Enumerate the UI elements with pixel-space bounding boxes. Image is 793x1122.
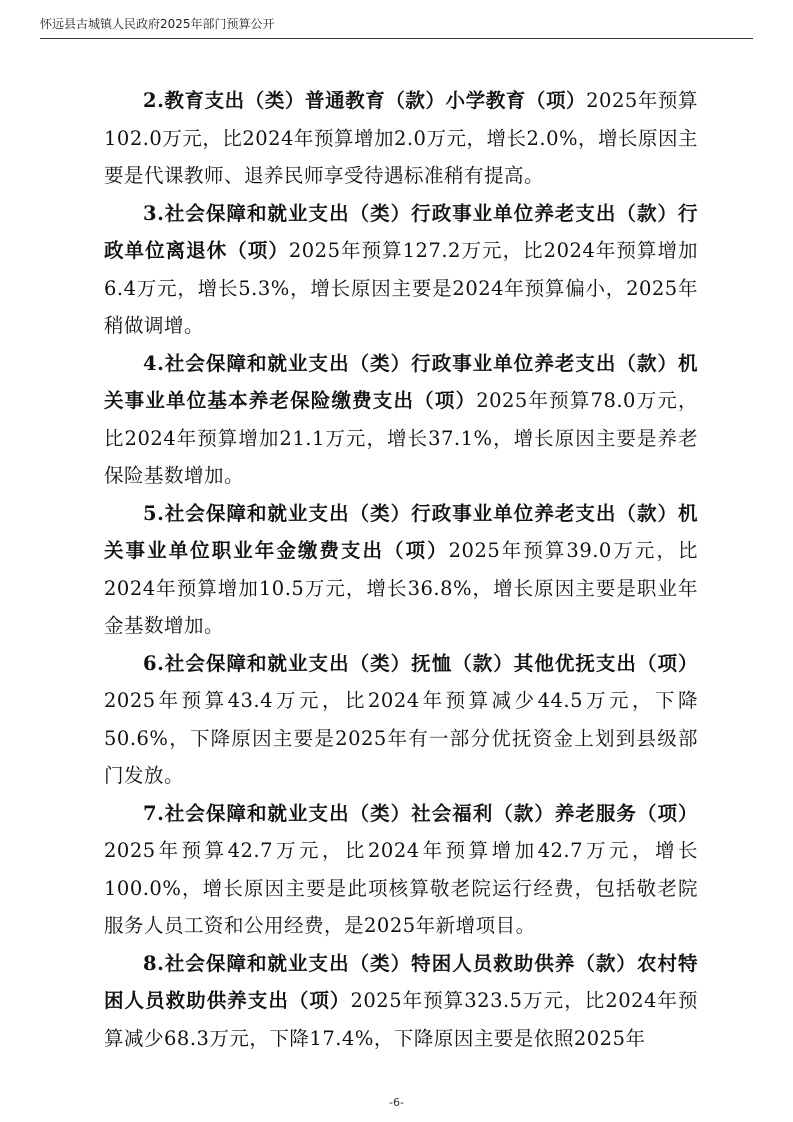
paragraph-text: 2025年预算127.2万元，比2024年预算增加6.4万元，增长5.3%，增长原因主要是2024年预算偏小，2025年稍做调增。 xyxy=(104,239,698,337)
paragraph-item-4 xyxy=(104,345,698,495)
paragraph-heading: 8.社会保障和就业支出（类）特困人员救助供养（款）农村特困人员救助供养支出（项） xyxy=(104,951,698,1012)
paragraph-heading: 6.社会保障和就业支出（类）抚恤（款）其他优抚支出（项） xyxy=(143,651,698,675)
paragraph-heading: 4.社会保障和就业支出（类）行政事业单位养老支出（款）机关事业单位基本养老保险缴费支出（项） xyxy=(104,351,698,412)
paragraph-heading: 5.社会保障和就业支出（类）行政事业单位养老支出（款）机关事业单位职业年金缴费支出（项） xyxy=(104,501,698,562)
paragraph-heading: 3.社会保障和就业支出（类）行政事业单位养老支出（款）行政单位离退休（项） xyxy=(104,201,698,262)
document-header: 怀远县古城镇人民政府2025年部门预算公开 xyxy=(40,17,275,31)
header-divider xyxy=(40,38,753,39)
paragraph-item-5 xyxy=(104,495,698,645)
document-body xyxy=(104,82,698,1057)
paragraph-item-2 xyxy=(104,82,698,195)
paragraph-heading: 7.社会保障和就业支出（类）社会福利（款）养老服务（项） xyxy=(143,801,698,825)
paragraph-heading: 2.教育支出（类）普通教育（款）小学教育（项） xyxy=(143,89,587,112)
paragraph-text: 2025年预算43.4万元，比2024年预算减少44.5万元，下降50.6%，下降原因主要是2025年有一部分优抚资金上划到县级部门发放。 xyxy=(104,689,698,787)
paragraph-text: 2025年预算102.0万元，比2024年预算增加2.0万元，增长2.0%，增长原因主要是代课教师、退养民师享受待遇标准稍有提高。 xyxy=(104,89,699,187)
paragraph-text: 2025年预算323.5万元，比2024年预算减少68.3万元，下降17.4%，下降原因主要是依照2025年 xyxy=(104,989,698,1050)
paragraph-item-3 xyxy=(104,195,698,345)
paragraph-item-6 xyxy=(104,645,698,795)
paragraph-text: 2025年预算39.0万元，比2024年预算增加10.5万元，增长36.8%，增长原因主要是职业年金基数增加。 xyxy=(104,539,698,637)
paragraph-text: 2025年预算78.0万元，比2024年预算增加21.1万元，增长37.1%，增长原因主要是养老保险基数增加。 xyxy=(104,389,698,487)
paragraph-text: 2025年预算42.7万元，比2024年预算增加42.7万元，增长100.0%，增长原因主要是此项核算敬老院运行经费，包括敬老院服务人员工资和公用经费，是2025年新增项目。 xyxy=(104,839,698,937)
paragraph-item-7 xyxy=(104,795,698,945)
paragraph-item-8 xyxy=(104,945,698,1058)
page-number: -6- xyxy=(389,1096,404,1109)
